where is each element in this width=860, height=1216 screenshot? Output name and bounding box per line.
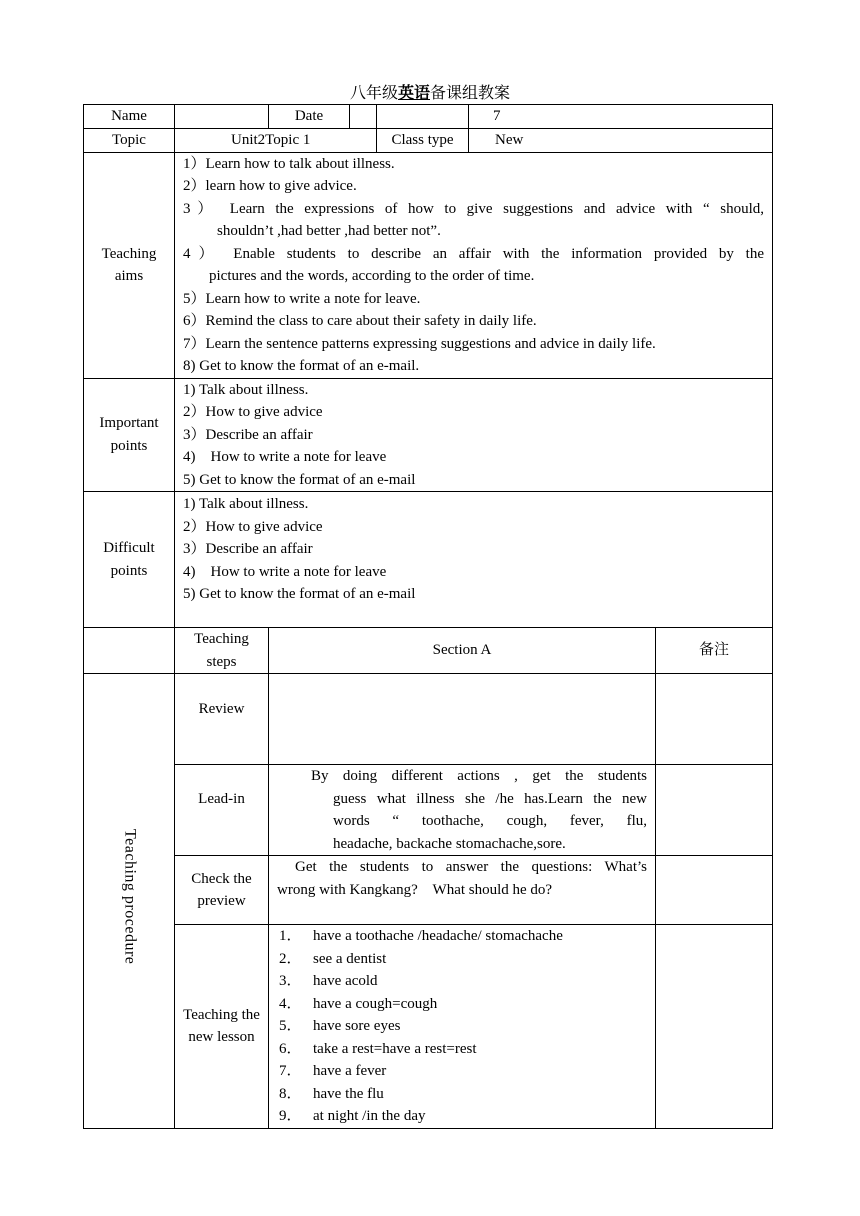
- teaching-aims-label: Teaching aims: [84, 152, 175, 378]
- name-row: [84, 105, 773, 129]
- item-text: have sore eyes: [313, 1018, 401, 1034]
- leadin-line: words “ toothache, cough, fever, flu,: [333, 813, 647, 829]
- item-text: take a rest=have a rest=rest: [313, 1040, 477, 1057]
- topic-label: Topic: [84, 128, 175, 152]
- new-lesson-label: Teaching the new lesson: [175, 925, 269, 1129]
- check-notes: [656, 856, 773, 925]
- item-number: 2．: [279, 950, 302, 967]
- procedure-header-row: [84, 628, 773, 674]
- check-label: Check the preview: [175, 856, 269, 925]
- check-content: [269, 856, 656, 925]
- leadin-row: [84, 765, 773, 856]
- new-lesson-item: [279, 1038, 647, 1061]
- new-lesson-item: [279, 948, 647, 971]
- aim-item: 3） Learn the expressions of how to give suggestions and advice with “ should,: [183, 200, 764, 217]
- lesson-number: 7: [469, 105, 773, 129]
- important-points-list: [175, 378, 773, 492]
- aim-item: 2）learn how to give advice.: [183, 178, 357, 194]
- difficult-point-item: 3）Describe an affair: [183, 541, 313, 557]
- title-subject: 英语: [397, 85, 430, 102]
- important-points-row: [84, 378, 773, 492]
- item-text: have acold: [313, 973, 378, 989]
- item-number: 3．: [279, 973, 302, 989]
- name-label: Name: [84, 105, 175, 129]
- leadin-line: guess what illness she /he has.Learn the new: [333, 790, 647, 807]
- notes-header: 备注: [656, 628, 773, 674]
- leadin-label: Lead-in: [175, 765, 269, 856]
- new-lesson-item: [279, 925, 647, 948]
- item-number: 7．: [279, 1063, 302, 1079]
- check-line: wrong with Kangkang? What should he do?: [277, 881, 553, 898]
- difficult-point-item: 2）How to give advice: [183, 518, 323, 535]
- important-point-item: 2）How to give advice: [183, 404, 323, 420]
- item-text: at night /in the day: [313, 1108, 426, 1124]
- important-points-label: Important points: [84, 378, 175, 492]
- difficult-points-list: [175, 492, 773, 628]
- important-point-item: 1) Talk about illness.: [183, 381, 309, 398]
- topic-row: [84, 128, 773, 152]
- leadin-line: headache, backache stomachache,sore.: [333, 835, 566, 852]
- review-row: [84, 674, 773, 765]
- aim-item: shouldn’t ,had better ,had better not”.: [217, 223, 441, 239]
- date-label: Date: [269, 105, 350, 129]
- item-text: have a fever: [313, 1063, 387, 1079]
- new-lesson-item: [279, 993, 647, 1016]
- new-lesson-notes: [656, 925, 773, 1129]
- important-point-item: 3）Describe an affair: [183, 426, 313, 443]
- class-type-value: New: [469, 128, 773, 152]
- review-content: [269, 674, 656, 765]
- new-lesson-item: [279, 1015, 647, 1038]
- empty-header-cell: [84, 628, 175, 674]
- check-line: Get the students to answer the questions: What’s: [295, 859, 647, 875]
- topic-value: Unit2Topic 1: [175, 128, 377, 152]
- item-text: have a cough=cough: [313, 995, 438, 1012]
- aim-item: 4） Enable students to describe an affair with the information provided by the: [183, 245, 764, 262]
- aim-item: 1）Learn how to talk about illness.: [183, 155, 395, 172]
- important-point-item: 5) Get to know the format of an e-mail: [183, 471, 416, 488]
- teaching-steps-header: Teaching steps: [175, 628, 269, 674]
- review-label: Review: [175, 674, 269, 765]
- leadin-notes: [656, 765, 773, 856]
- aim-item: 8) Get to know the format of an e-mail.: [183, 358, 420, 374]
- difficult-point-item: 4) How to write a note for leave: [183, 563, 387, 580]
- teaching-aims-list: [175, 152, 773, 378]
- section-header: Section A: [269, 628, 656, 674]
- aim-item: pictures and the words, according to the order of time.: [209, 268, 535, 284]
- item-text: have the flu: [313, 1085, 384, 1102]
- important-point-item: 4) How to write a note for leave: [183, 449, 387, 465]
- item-number: 1．: [279, 928, 302, 944]
- item-number: 8．: [279, 1085, 302, 1102]
- check-row: [84, 856, 773, 925]
- leadin-line: By doing different actions , get the students: [311, 768, 647, 784]
- new-lesson-list: [269, 925, 656, 1129]
- leadin-content: [269, 765, 656, 856]
- blank-cell: [377, 105, 469, 129]
- procedure-side-cell: [84, 674, 175, 1129]
- document-title: [0, 84, 860, 104]
- item-number: 5．: [279, 1018, 302, 1034]
- aim-item: 6）Remind the class to care about their safety in daily life.: [183, 313, 537, 329]
- teaching-aims-row: [84, 152, 773, 378]
- new-lesson-item: [279, 1060, 647, 1083]
- item-number: 4．: [279, 995, 302, 1012]
- lesson-plan-table: [83, 104, 773, 1129]
- difficult-points-label: Difficult points: [84, 492, 175, 628]
- difficult-point-item: 5) Get to know the format of an e-mail: [183, 586, 416, 602]
- new-lesson-row: [84, 925, 773, 1129]
- new-lesson-item: [279, 1083, 647, 1106]
- item-number: 9．: [279, 1108, 302, 1124]
- name-value: [175, 105, 269, 129]
- item-text: have a toothache /headache/ stomachache: [313, 928, 563, 944]
- title-prefix: 八年级: [349, 85, 398, 102]
- aim-item: 7）Learn the sentence patterns expressing suggestions and advice in daily life.: [183, 335, 656, 352]
- aim-item: 5）Learn how to write a note for leave.: [183, 290, 421, 307]
- review-notes: [656, 674, 773, 765]
- difficult-point-item: 1) Talk about illness.: [183, 496, 309, 512]
- difficult-points-row: [84, 492, 773, 628]
- teaching-procedure-label: Teaching procedure: [121, 829, 139, 965]
- new-lesson-item: [279, 1105, 647, 1128]
- item-text: see a dentist: [313, 950, 387, 967]
- title-suffix: 备课组教案: [430, 85, 511, 102]
- date-value: [350, 105, 377, 129]
- class-type-label: Class type: [377, 128, 469, 152]
- new-lesson-item: [279, 970, 647, 993]
- item-number: 6．: [279, 1040, 302, 1057]
